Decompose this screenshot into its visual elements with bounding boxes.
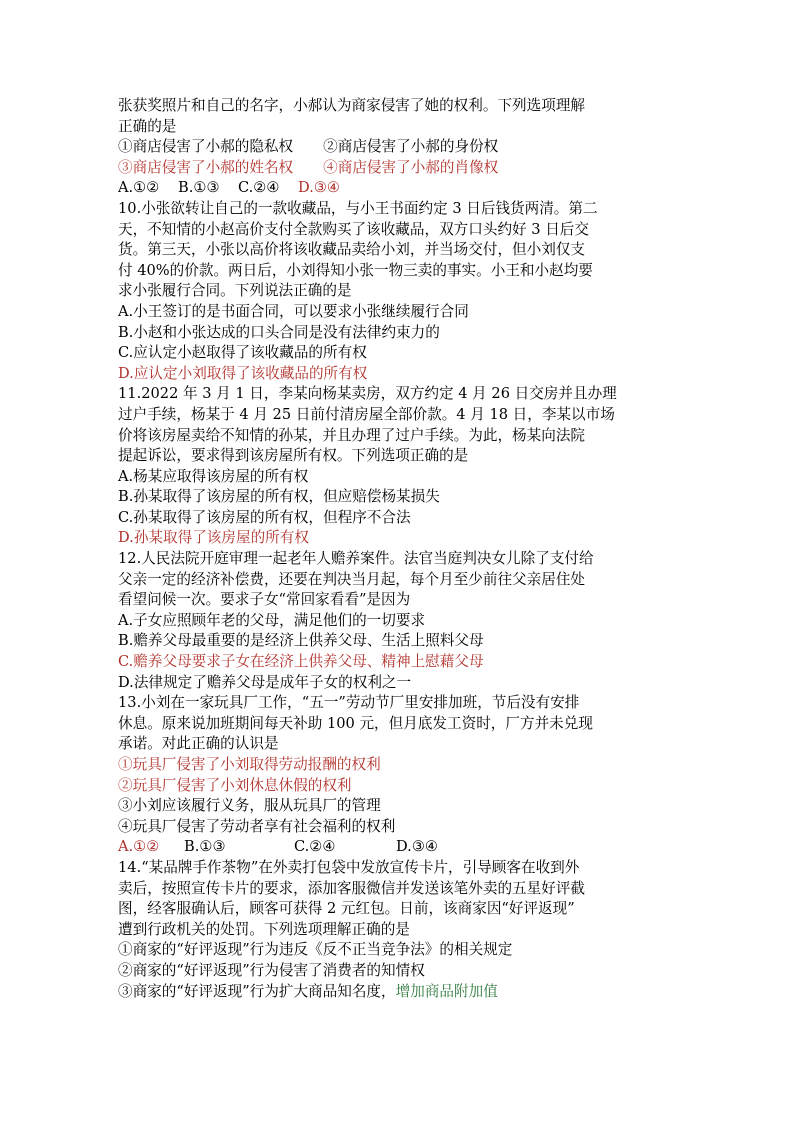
option-b: B.孙某取得了该房屋的所有权，但应赔偿杨某损失	[118, 488, 440, 506]
question-10	[118, 199, 678, 384]
question-stem-line: 卖后，按照宣传卡片的要求，添加客服微信并发送该笔外卖的五星好评截	[118, 879, 586, 897]
answer-options	[118, 837, 678, 858]
option-a: A.子女应照顾年老的父母，满足他们的一切要求	[118, 611, 426, 629]
statement-3	[118, 982, 678, 1003]
statement-2: ②商家的“好评返现”行为侵害了消费者的知情权	[118, 961, 425, 979]
option-b: B.①③	[178, 179, 220, 197]
question-stem-line: 提起诉讼，要求得到该房屋所有权。下列选项正确的是	[118, 447, 469, 465]
question-stem-line: 图，经客服确认后，顾客可获得 2 元红包。日前，该商家因“好评返现”	[118, 900, 575, 918]
question-stem-line: 父亲一定的经济补偿费，还要在判决当月起，每个月至少前往父亲居住处	[118, 570, 586, 588]
question-stem-line: 12.人民法院开庭审理一起老年人赡养案件。法官当庭判决女儿除了支付给	[118, 550, 594, 568]
option-c: C.②④	[294, 838, 336, 856]
statement-3: ③小刘应该履行义务，服从玩具厂的管理	[118, 797, 381, 815]
option-d: D.应认定小刘取得了该收藏品的所有权	[118, 364, 368, 382]
statement-1: ①商家的“好评返现”行为违反《反不正当竞争法》的相关规定	[118, 941, 513, 959]
question-stem-line: 天，不知情的小赵高价支付全款购买了该收藏品，双方口头约好 3 日后交	[118, 220, 589, 238]
statement-3-text: ③商家的“好评返现”行为扩大商品知名度，	[118, 982, 396, 1000]
option-a: A.①②	[118, 838, 160, 856]
statement-4: ④玩具厂侵害了劳动者享有社会福利的权利	[118, 817, 396, 835]
option-d: D.③④	[298, 179, 340, 197]
question-11	[118, 384, 678, 549]
statement-1: ①玩具厂侵害了小刘取得劳动报酬的权利	[118, 756, 381, 773]
statement-4: ④商店侵害了小郝的肖像权	[323, 158, 499, 176]
question-stem-line: 11.2022 年 3 月 1 日，李某向杨某卖房，双方约定 4 月 26 日交房并且办理	[118, 385, 617, 403]
question-stem-line: 14.“某品牌手作茶物”在外卖打包袋中发放宣传卡片，引导顾客在收到外	[118, 858, 580, 876]
option-a: A.①②	[118, 179, 160, 197]
question-stem-line: 10.小张欲转让自己的一款收藏品，与小王书面约定 3 日后钱货两清。第二	[118, 199, 598, 217]
option-d: D.③④	[396, 838, 438, 856]
statement-2: ②商店侵害了小郝的身份权	[323, 138, 499, 156]
question-stem-line: 遭到行政机关的处罚。下列选项理解正确的是	[118, 920, 410, 938]
question-12	[118, 549, 678, 693]
option-b: B.赡养父母最重要的是经济上供养父母、生活上照料父母	[118, 632, 484, 650]
question-stem-line: 看望问候一次。要求子女“常回家看看”是因为	[118, 591, 411, 609]
question-stem-line: 付 40%的价款。两日后，小刘得知小张一物三卖的事实。小王和小赵均要	[118, 261, 593, 279]
option-d: D.法律规定了赡养父母是成年子女的权利之一	[118, 673, 412, 691]
question-stem-line: 货。第三天，小张以高价将该收藏品卖给小刘，并当场交付，但小刘仅支	[118, 241, 586, 259]
option-a: A.小王签订的是书面合同，可以要求小张继续履行合同	[118, 302, 469, 320]
statement-3-highlight: 增加商品附加值	[395, 982, 498, 1000]
question-9	[118, 96, 678, 199]
option-c: C.赡养父母要求子女在经济上供养父母、精神上慰藉父母	[118, 653, 484, 671]
option-c: C.②④	[238, 179, 280, 197]
exam-page	[118, 96, 678, 1002]
answer-options	[118, 178, 678, 199]
statement-3: ③商店侵害了小郝的姓名权	[118, 158, 294, 176]
question-stem-line: 张获奖照片和自己的名字，小郝认为商家侵害了她的权利。下列选项理解	[118, 97, 586, 114]
option-c: C.应认定小赵取得了该收藏品的所有权	[118, 344, 367, 362]
option-d: D.孙某取得了该房屋的所有权	[118, 529, 309, 547]
statement-row	[118, 158, 678, 179]
question-stem-line: 13.小刘在一家玩具厂工作，“五一”劳动节厂里安排加班，节后没有安排	[118, 694, 580, 712]
option-b: B.小赵和小张达成的口头合同是没有法律约束力的	[118, 323, 440, 341]
question-stem-line: 价将该房屋卖给不知情的孙某，并且办理了过户手续。为此，杨某向法院	[118, 426, 586, 444]
question-stem-line: 承诺。对此正确的认识是	[118, 735, 279, 753]
option-c: C.孙某取得了该房屋的所有权，但程序不合法	[118, 508, 411, 526]
question-stem-line: 正确的是	[118, 117, 177, 135]
question-13	[118, 693, 678, 858]
statement-row	[118, 137, 678, 158]
question-14	[118, 858, 678, 1002]
option-a: A.杨某应取得该房屋的所有权	[118, 467, 309, 485]
option-b: B.①③	[184, 838, 226, 856]
question-stem-line: 休息。原来说加班期间每天补助 100 元，但月底发工资时，厂方并未兑现	[118, 714, 593, 732]
statement-1: ①商店侵害了小郝的隐私权	[118, 138, 294, 156]
question-stem-line: 过户手续，杨某于 4 月 25 日前付清房屋全部价款。4 月 18 日，李某以市场	[118, 405, 615, 423]
question-stem-line: 求小张履行合同。下列说法正确的是	[118, 282, 352, 300]
statement-2: ②玩具厂侵害了小刘休息休假的权利	[118, 776, 352, 794]
